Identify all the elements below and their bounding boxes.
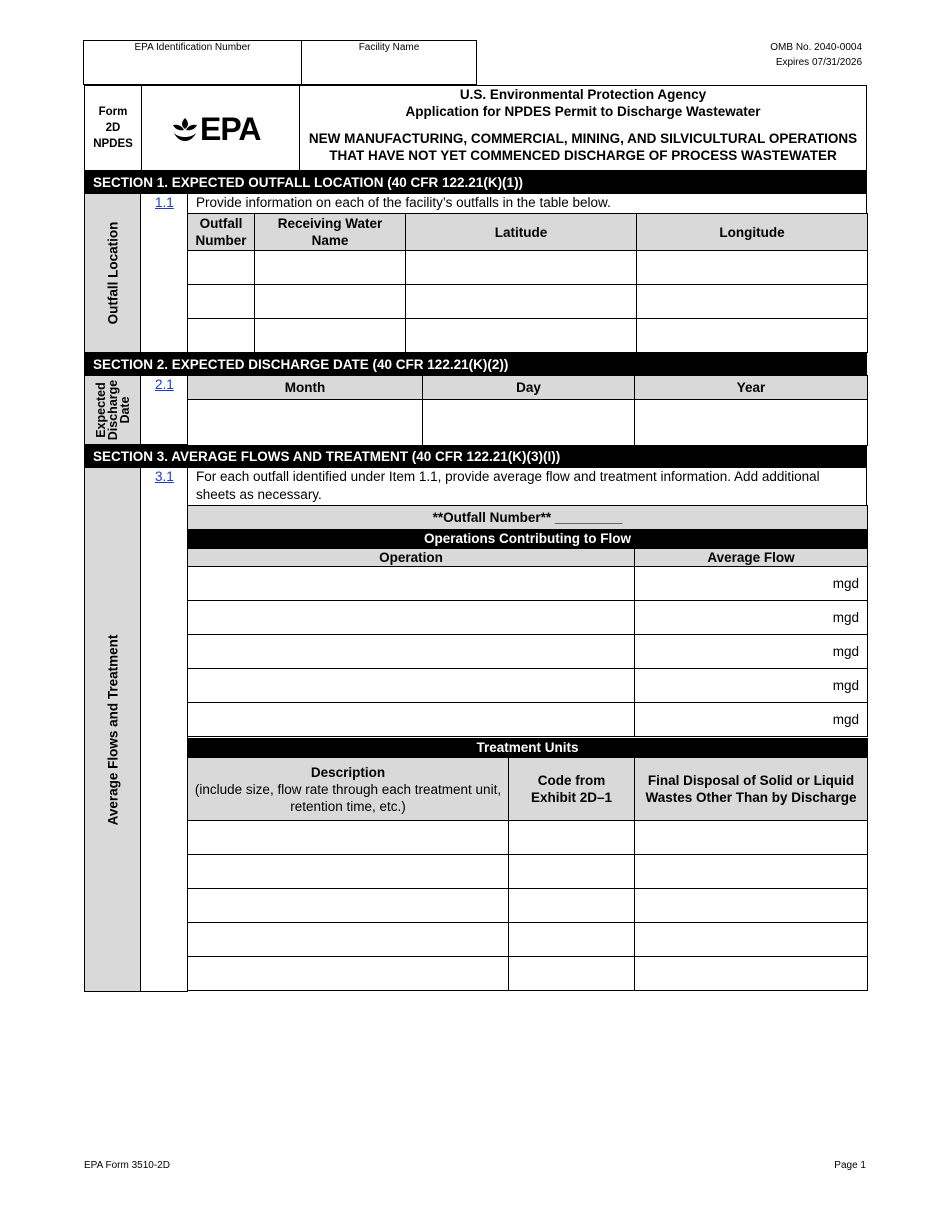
description-input[interactable]	[188, 855, 509, 889]
description-input[interactable]	[188, 821, 509, 855]
epa-logo-text: EPA	[200, 111, 261, 147]
col-code: Code from Exhibit 2D–1	[509, 758, 635, 821]
operations-table	[187, 505, 868, 737]
day-input[interactable]	[423, 400, 635, 446]
table-row	[188, 923, 868, 957]
epa-id-label: EPA Identification Number	[134, 42, 251, 53]
outfall-number-field[interactable]: **Outfall Number** _________	[188, 506, 868, 530]
col-outfall-number: Outfall Number	[188, 214, 255, 251]
longitude-input[interactable]	[637, 251, 868, 285]
col-latitude: Latitude	[406, 214, 637, 251]
code-input[interactable]	[509, 889, 635, 923]
item-2-1-link[interactable]: 2.1	[155, 377, 174, 392]
title-text	[300, 86, 866, 170]
section-2-side-label: Expected Discharge Date	[93, 379, 132, 441]
latitude-input[interactable]	[406, 285, 637, 319]
average-flow-input[interactable]: mgd	[635, 601, 868, 635]
section-2-header: SECTION 2. EXPECTED DISCHARGE DATE (40 CFR 122.21(K)(2))	[84, 353, 867, 376]
section-3-header: SECTION 3. AVERAGE FLOWS AND TREATMENT (40 CFR 122.21(K)(3)(I))	[84, 445, 867, 468]
table-row	[188, 855, 868, 889]
col-average-flow: Average Flow	[635, 549, 868, 567]
table-row	[188, 285, 868, 319]
item-1-1-link[interactable]: 1.1	[155, 195, 174, 210]
table-row	[188, 319, 868, 353]
operation-input[interactable]	[188, 567, 635, 601]
table-row	[188, 957, 868, 991]
table-row	[188, 821, 868, 855]
description-input[interactable]	[188, 957, 509, 991]
col-final-disposal: Final Disposal of Solid or Liquid Wastes Other Than by Discharge	[635, 758, 868, 821]
latitude-input[interactable]	[406, 319, 637, 353]
col-year: Year	[635, 376, 868, 400]
final-disposal-input[interactable]	[635, 821, 868, 855]
section-3-sidebar	[84, 467, 141, 992]
outfall-number-input[interactable]	[188, 319, 255, 353]
average-flow-input[interactable]: mgd	[635, 703, 868, 737]
epa-logo	[142, 86, 300, 170]
omb-number: OMB No. 2040-0004	[770, 42, 862, 53]
description-input[interactable]	[188, 923, 509, 957]
expiration-date: Expires 07/31/2026	[775, 57, 862, 68]
form-id-cell	[85, 86, 142, 170]
table-row	[188, 889, 868, 923]
subtitle-line-1: NEW MANUFACTURING, COMMERCIAL, MINING, AND SILVICULTURAL OPERATIONS	[308, 131, 858, 146]
discharge-date-table	[187, 375, 868, 446]
longitude-input[interactable]	[637, 319, 868, 353]
treatment-units-header: Treatment Units	[188, 739, 868, 758]
code-input[interactable]	[509, 855, 635, 889]
average-flow-input[interactable]: mgd	[635, 567, 868, 601]
table-row	[188, 635, 868, 669]
outfall-number-input[interactable]	[188, 285, 255, 319]
form-number: 2D	[105, 122, 121, 134]
outfall-location-table	[187, 213, 868, 353]
section-1-instruction-cell	[187, 193, 867, 214]
receiving-water-input[interactable]	[255, 251, 406, 285]
section-3-side-label: Average Flows and Treatment	[105, 634, 120, 825]
table-row	[188, 669, 868, 703]
month-input[interactable]	[188, 400, 423, 446]
col-description: Description (include size, flow rate through each treatment unit, retention time, etc.)	[188, 758, 509, 821]
footer-page-number: Page 1	[834, 1160, 866, 1171]
agency-name: U.S. Environmental Protection Agency	[459, 87, 707, 102]
table-row	[188, 703, 868, 737]
section-3-item-column	[140, 467, 188, 992]
operation-input[interactable]	[188, 669, 635, 703]
section-3-instruction-cell	[187, 467, 867, 505]
section-2-sidebar	[84, 375, 141, 445]
facility-name-box[interactable]	[301, 40, 477, 85]
table-row	[188, 400, 868, 446]
col-receiving-water: Receiving Water Name	[255, 214, 406, 251]
item-3-1-link[interactable]: 3.1	[155, 469, 174, 484]
epa-flower-icon	[171, 117, 199, 143]
form-label: Form	[98, 106, 128, 118]
section-1-side-label: Outfall Location	[105, 221, 120, 325]
title-block	[84, 85, 867, 171]
average-flow-input[interactable]: mgd	[635, 669, 868, 703]
col-day: Day	[423, 376, 635, 400]
section-3-instruction: For each outfall identified under Item 1.1, provide average flow and treatment information. Add additional sheets as necessary.	[196, 469, 820, 502]
section-1-sidebar	[84, 193, 141, 353]
form-type: NPDES	[93, 138, 133, 150]
operation-input[interactable]	[188, 703, 635, 737]
average-flow-input[interactable]: mgd	[635, 635, 868, 669]
footer-form-number: EPA Form 3510-2D	[84, 1160, 170, 1171]
description-input[interactable]	[188, 889, 509, 923]
subtitle-line-2: THAT HAVE NOT YET COMMENCED DISCHARGE OF PROCESS WASTEWATER	[329, 148, 837, 163]
col-month: Month	[188, 376, 423, 400]
code-input[interactable]	[509, 821, 635, 855]
final-disposal-input[interactable]	[635, 855, 868, 889]
code-input[interactable]	[509, 923, 635, 957]
receiving-water-input[interactable]	[255, 319, 406, 353]
longitude-input[interactable]	[637, 285, 868, 319]
section-1-instruction: Provide information on each of the facility’s outfalls in the table below.	[196, 195, 611, 210]
application-title: Application for NPDES Permit to Discharge Wastewater	[405, 104, 761, 119]
col-longitude: Longitude	[637, 214, 868, 251]
operation-input[interactable]	[188, 601, 635, 635]
facility-name-label: Facility Name	[358, 42, 420, 53]
code-input[interactable]	[509, 957, 635, 991]
section-1-item-column	[140, 193, 188, 353]
final-disposal-input[interactable]	[635, 889, 868, 923]
col-operation: Operation	[188, 549, 635, 567]
section-1-header: SECTION 1. EXPECTED OUTFALL LOCATION (40 CFR 122.21(K)(1))	[84, 171, 867, 194]
table-row	[188, 601, 868, 635]
epa-id-box[interactable]	[83, 40, 302, 85]
latitude-input[interactable]	[406, 251, 637, 285]
operation-input[interactable]	[188, 635, 635, 669]
final-disposal-input[interactable]	[635, 923, 868, 957]
table-row	[188, 251, 868, 285]
final-disposal-input[interactable]	[635, 957, 868, 991]
outfall-number-input[interactable]	[188, 251, 255, 285]
receiving-water-input[interactable]	[255, 285, 406, 319]
treatment-units-table	[187, 738, 868, 991]
table-row	[188, 567, 868, 601]
year-input[interactable]	[635, 400, 868, 446]
operations-header: Operations Contributing to Flow	[188, 530, 868, 549]
